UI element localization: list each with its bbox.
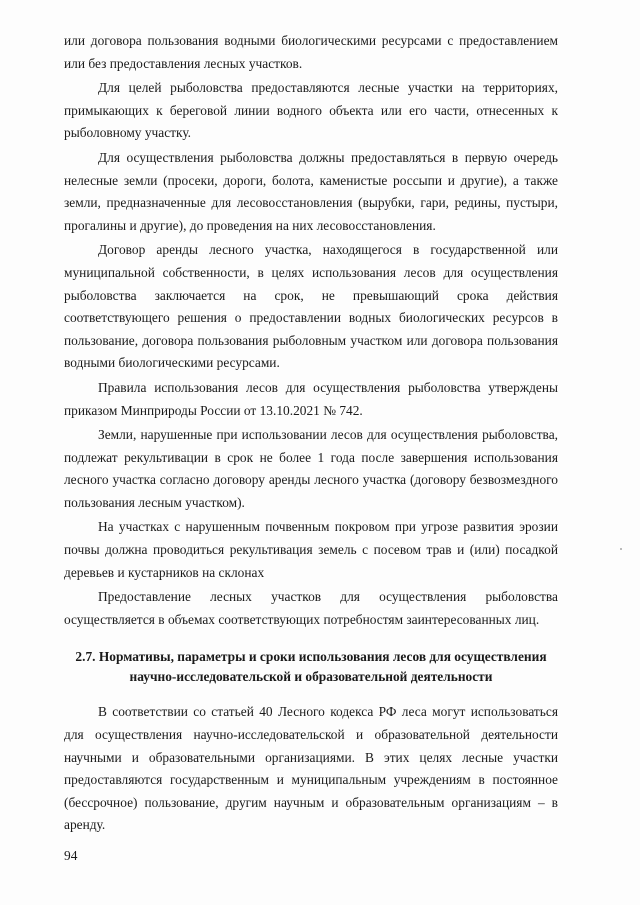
scan-artifact (620, 548, 622, 550)
paragraph-recultivation: Земли, нарушенные при использовании лесов для осуществления рыболовства, подлежат рекультивации в срок не более 1 года после завершения использования лесного участка согласно договору аренды лесного участка (договору безвозмездного пользования лесным участком). (64, 427, 558, 510)
paragraph-fishing-plots: Для целей рыболовства предоставляются лесные участки на территориях, примыкающих к береговой линии водного объекта или его части, отнесенных к рыболовному участку. (64, 80, 558, 141)
paragraph-nonforest-lands: Для осуществления рыболовства должны предоставляться в первую очередь нелесные земли (просеки, дороги, болота, каменистые россыпи и другие), а также земли, предназначенные для лесовосстановления (вырубки, гари, редины, пустыри, прогалины и другие), до проведения на них лесовосстановления. (64, 149, 558, 233)
paragraph-erosion: На участках с нарушенным почвенным покровом при угрозе развития эрозии почвы должна проводиться рекультивация земель с посевом трав и (или) посадкой деревьев и кустарников на склонах (64, 519, 558, 580)
paragraph-volumes: Предоставление лесных участков для осуществления рыболовства осуществляется в объемах соответствующих потребностям заинтересованных лиц. (64, 589, 558, 627)
page-number: 94 (64, 848, 78, 863)
paragraph-continuation: или договора пользования водными биологическими ресурсами с предоставлением или без предоставления лесных участков. (64, 33, 558, 71)
paragraph-rules-order: Правила использования лесов для осуществления рыболовства утверждены приказом Минприроды России от 13.10.2021 № 742. (64, 379, 558, 418)
paragraph-lease-term: Договор аренды лесного участка, находящегося в государственной или муниципальной собственности, в целях использования лесов для осуществления рыболовства заключается на срок, не превышающий срока действия соответствующего решения о предоставлении водных биологических ресурсов в пользование, договора пользования рыболовным участком или договора пользования водными биологическими ресурсами. (64, 242, 558, 371)
document-body (64, 30, 558, 837)
section-heading-line-2: научно-исследовательской и образовательной деятельности (129, 669, 493, 685)
section-heading-line-1: 2.7. Нормативы, параметры и сроки использования лесов для осуществления (75, 649, 547, 665)
section-heading (64, 647, 558, 687)
paragraph-research-education: В соответствии со статьей 40 Лесного кодекса РФ леса могут использоваться для осуществления научно-исследовательской и образовательной деятельности научными и образовательными организациями. В этих целях лесные участки предоставляются государственным и муниципальным учреждениям в постоянное (бессрочное) пользование, другим научным и образовательным организациям – в аренду. (64, 704, 558, 833)
